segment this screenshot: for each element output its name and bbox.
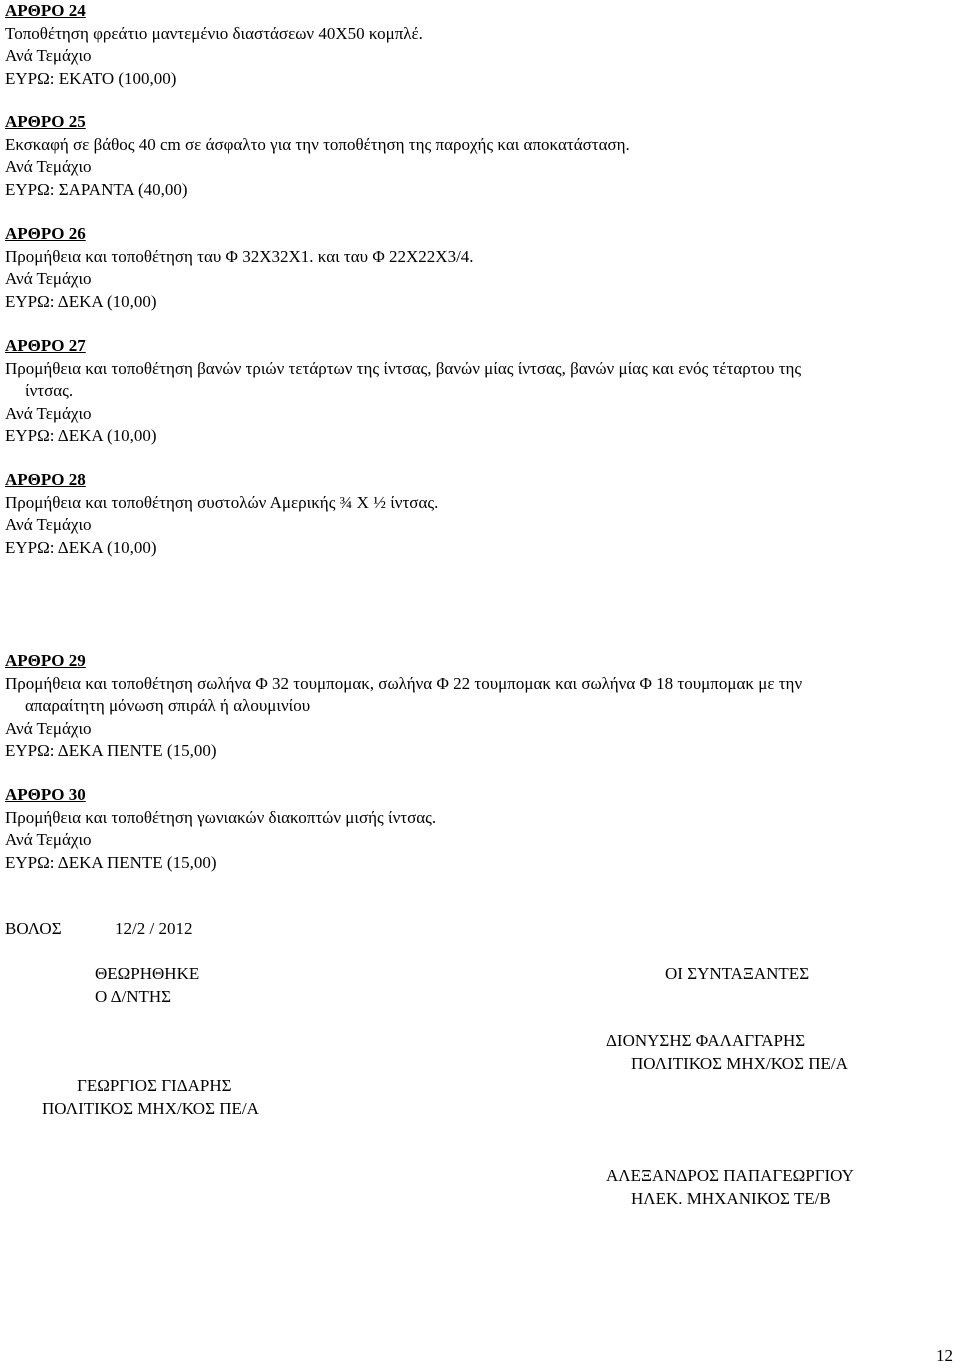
article-description-line1: Προμήθεια και τοποθέτηση σωλήνα Φ 32 τουμπομακ, σωλήνα Φ 22 τουμπομακ και σωλήνα Φ 18 τουμπομακ με την	[5, 673, 803, 693]
article-price: ΕΥΡΩ: ΔΕΚΑ (10,00)	[5, 537, 157, 557]
reviewed-label: ΘΕΩΡΗΘΗΚΕ	[95, 964, 200, 983]
authors-heading: ΟΙ ΣΥΝΤΑΞΑΝΤΕΣ	[665, 964, 810, 983]
director-role-label: Ο Δ/ΝΤΗΣ	[95, 987, 172, 1006]
date-label: 12/2 / 2012	[115, 919, 193, 938]
article-description-line2: ίντσας.	[25, 381, 74, 400]
article-29	[5, 650, 957, 763]
article-unit: Ανά Τεμάχιο	[5, 403, 92, 423]
article-unit: Ανά Τεμάχιο	[5, 830, 92, 849]
article-unit: Ανά Τεμάχιο	[5, 269, 92, 288]
article-24	[5, 0, 957, 90]
article-title: ΑΡΘΡΟ 27	[5, 336, 86, 355]
article-price: ΕΥΡΩ: ΔΕΚΑ (10,00)	[5, 426, 157, 445]
signer2-name: ΑΛΕΞΑΝΔΡΟΣ ΠΑΠΑΓΕΩΡΓΙΟΥ	[606, 1166, 854, 1185]
article-unit: Ανά Τεμάχιο	[5, 46, 92, 65]
article-30	[5, 784, 957, 874]
article-title: ΑΡΘΡΟ 25	[5, 112, 86, 131]
article-description: Προμήθεια και τοποθέτηση συστολών Αμερικής ¾ Χ ½ ίντσας.	[5, 492, 439, 512]
place-label: ΒΟΛΟΣ	[5, 919, 62, 938]
article-price: ΕΥΡΩ: ΔΕΚΑ (10,00)	[5, 291, 157, 311]
article-title: ΑΡΘΡΟ 29	[5, 651, 86, 670]
article-description: Εκσκαφή σε βάθος 40 cm σε άσφαλτο για την τοποθέτηση της παροχής και αποκατάσταση.	[5, 134, 630, 154]
article-description: Προμήθεια και τοποθέτηση ταυ Φ 32Χ32Χ1. και ταυ Φ 22Χ22Χ3/4.	[5, 246, 474, 266]
article-description: Τοποθέτηση φρεάτιο μαντεμένιο διαστάσεων 40Χ50 κομπλέ.	[5, 23, 423, 43]
article-description: Προμήθεια και τοποθέτηση γωνιακών διακοπτών μισής ίντσας.	[5, 807, 437, 827]
article-25	[5, 111, 957, 201]
signer1-name: ΔΙΟΝΥΣΗΣ ΦΑΛΑΓΓΑΡΗΣ	[606, 1031, 806, 1050]
article-price: ΕΥΡΩ: ΔΕΚΑ ΠΕΝΤΕ (15,00)	[5, 852, 217, 872]
article-26	[5, 223, 957, 313]
article-description-line2: απαραίτητη μόνωση σπιράλ ή αλουμινίου	[25, 696, 311, 715]
article-title: ΑΡΘΡΟ 28	[5, 470, 86, 489]
article-27	[5, 335, 957, 448]
article-unit: Ανά Τεμάχιο	[5, 718, 92, 738]
article-price: ΕΥΡΩ: ΔΕΚΑ ΠΕΝΤΕ (15,00)	[5, 741, 217, 760]
article-unit: Ανά Τεμάχιο	[5, 515, 92, 534]
article-title: ΑΡΘΡΟ 24	[5, 1, 86, 20]
article-price: ΕΥΡΩ: ΕΚΑΤΟ (100,00)	[5, 68, 177, 88]
article-price: ΕΥΡΩ: ΣΑΡΑΝΤΑ (40,00)	[5, 179, 188, 199]
signer2-title: ΗΛΕΚ. ΜΗΧΑΝΙΚΟΣ ΤΕ/Β	[631, 1189, 831, 1208]
article-title: ΑΡΘΡΟ 26	[5, 224, 86, 243]
article-28	[5, 469, 957, 559]
article-unit: Ανά Τεμάχιο	[5, 157, 92, 176]
page-number: 12	[936, 1346, 953, 1365]
director-title: ΠΟΛΙΤΙΚΟΣ ΜΗΧ/ΚΟΣ ΠΕ/Α	[42, 1099, 259, 1118]
article-description-line1: Προμήθεια και τοποθέτηση βανών τριών τετάρτων της ίντσας, βανών μίας ίντσας, βανών μίας και ενός τέταρτου της	[5, 358, 802, 378]
signer1-title: ΠΟΛΙΤΙΚΟΣ ΜΗΧ/ΚΟΣ ΠΕ/Α	[631, 1054, 848, 1073]
article-title: ΑΡΘΡΟ 30	[5, 785, 86, 804]
director-name: ΓΕΩΡΓΙΟΣ ΓΙΔΑΡΗΣ	[77, 1076, 232, 1095]
